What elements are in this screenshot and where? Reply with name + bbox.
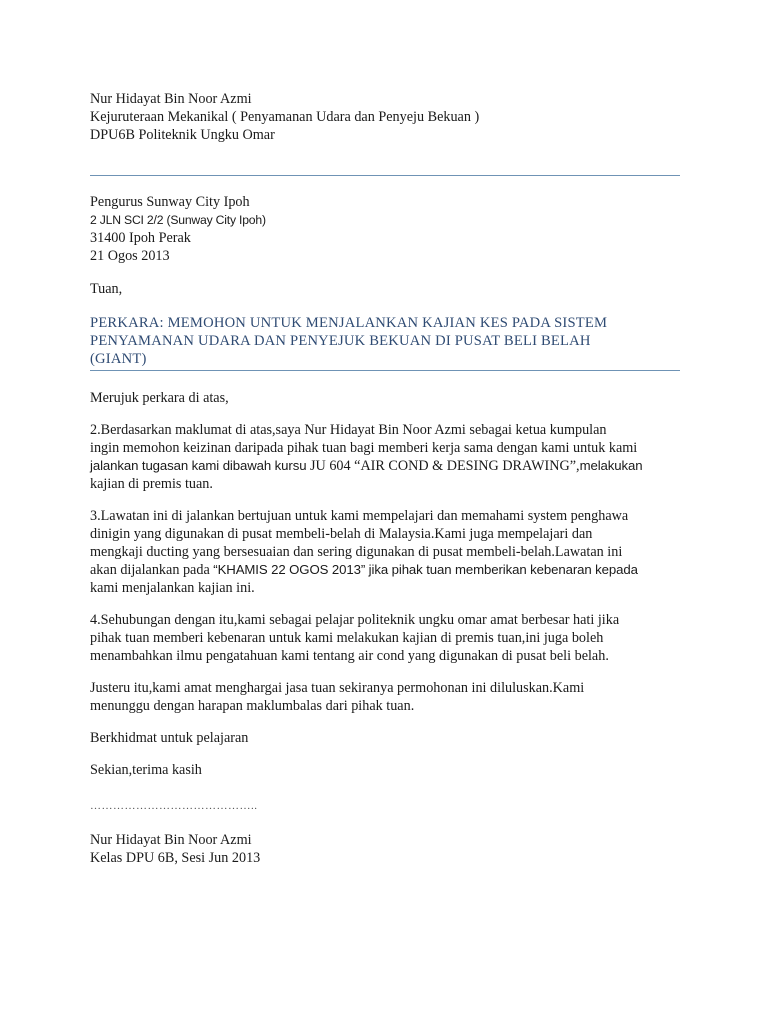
intro-paragraph: Merujuk perkara di atas, [90,390,229,406]
recipient-street: 2 JLN SCI 2/2 (Sunway City Ipoh) [90,213,266,227]
p3-line-3: mengkaji ducting yang bersesuaian dan sering digunakan di pusat membeli-belah.Lawatan ini [90,544,623,560]
subject-divider [90,370,680,371]
p3-line-5: kami menjalankan kajian ini. [90,580,255,596]
paragraph-3 [90,507,684,597]
motto: Berkhidmat untuk pelajaran [90,730,249,746]
p3-line-4b: “KHAMIS 22 OGOS 2013” [213,562,366,577]
letter-date: 21 Ogos 2013 [90,248,170,264]
p4-line-1: 4.Sehubungan dengan itu,kami sebagai pelajar politeknik ungku omar amat berbesar hati jika [90,612,620,628]
sender-class-school: DPU6B Politeknik Ungku Omar [90,127,275,143]
signature-name: Nur Hidayat Bin Noor Azmi [90,832,252,848]
subject-line-2: PENYAMANAN UDARA DAN PENYEJUK BEKUAN DI PUSAT BELI BELAH [90,333,591,349]
p2-line-3 [90,457,684,475]
p2-line-3a: jalankan tugasan kami dibawah kursu [90,458,310,473]
sender-name: Nur Hidayat Bin Noor Azmi [90,91,252,107]
p3-line-4c: jika pihak tuan memberikan kebenaran kepada [365,562,638,577]
recipient-block [90,193,684,265]
p2-line-1: 2.Berdasarkan maklumat di atas,saya Nur Hidayat Bin Noor Azmi sebagai ketua kumpulan [90,422,607,438]
subject-line-3: (GIANT) [90,351,147,367]
signature-block [90,831,684,867]
recipient-title: Pengurus Sunway City Ipoh [90,194,250,210]
p5-line-1: Justeru itu,kami amat menghargai jasa tuan sekiranya permohonan ini diluluskan.Kami [90,680,585,696]
salutation: Tuan, [90,281,123,297]
recipient-postcode-city: 31400 Ipoh Perak [90,230,191,246]
p2-line-4: kajian di premis tuan. [90,476,213,492]
signature-class-session: Kelas DPU 6B, Sesi Jun 2013 [90,850,261,866]
p3-line-4 [90,561,684,579]
p2-line-2: ingin memohon keizinan daripada pihak tuan bagi memberi kerja sama dengan kami untuk kami [90,440,638,456]
sender-block [90,90,684,144]
p3-line-2: dinigin yang digunakan di pusat membeli-belah di Malaysia.Kami juga mempelajari dan [90,526,593,542]
paragraph-4 [90,611,684,665]
signature-dots: …………………………………….. [90,800,258,812]
p3-line-4a: akan dijalankan pada [90,562,214,578]
p4-line-3: menambahkan ilmu pengatahuan kami tentang air cond yang digunakan di pusat beli belah. [90,648,609,664]
subject-heading [90,314,684,368]
p2-line-3b: JU 604 “AIR COND & DESING DRAWING”, [310,458,580,474]
subject-line-1: PERKARA: MEMOHON UNTUK MENJALANKAN KAJIAN KES PADA SISTEM [90,315,608,331]
p2-line-3c: melakukan [579,458,643,473]
sender-program: Kejuruteraan Mekanikal ( Penyamanan Udara dan Penyeju Bekuan ) [90,109,480,125]
paragraph-2 [90,421,684,493]
p4-line-2: pihak tuan memberi kebenaran untuk kami melakukan kajian di premis tuan,ini juga boleh [90,630,604,646]
p5-line-2: menunggu dengan harapan maklumbalas dari pihak tuan. [90,698,415,714]
paragraph-5 [90,679,684,715]
closing: Sekian,terima kasih [90,762,202,778]
p3-line-1: 3.Lawatan ini di jalankan bertujuan untuk kami mempelajari dan memahami system penghawa [90,508,629,524]
header-divider [90,175,680,176]
